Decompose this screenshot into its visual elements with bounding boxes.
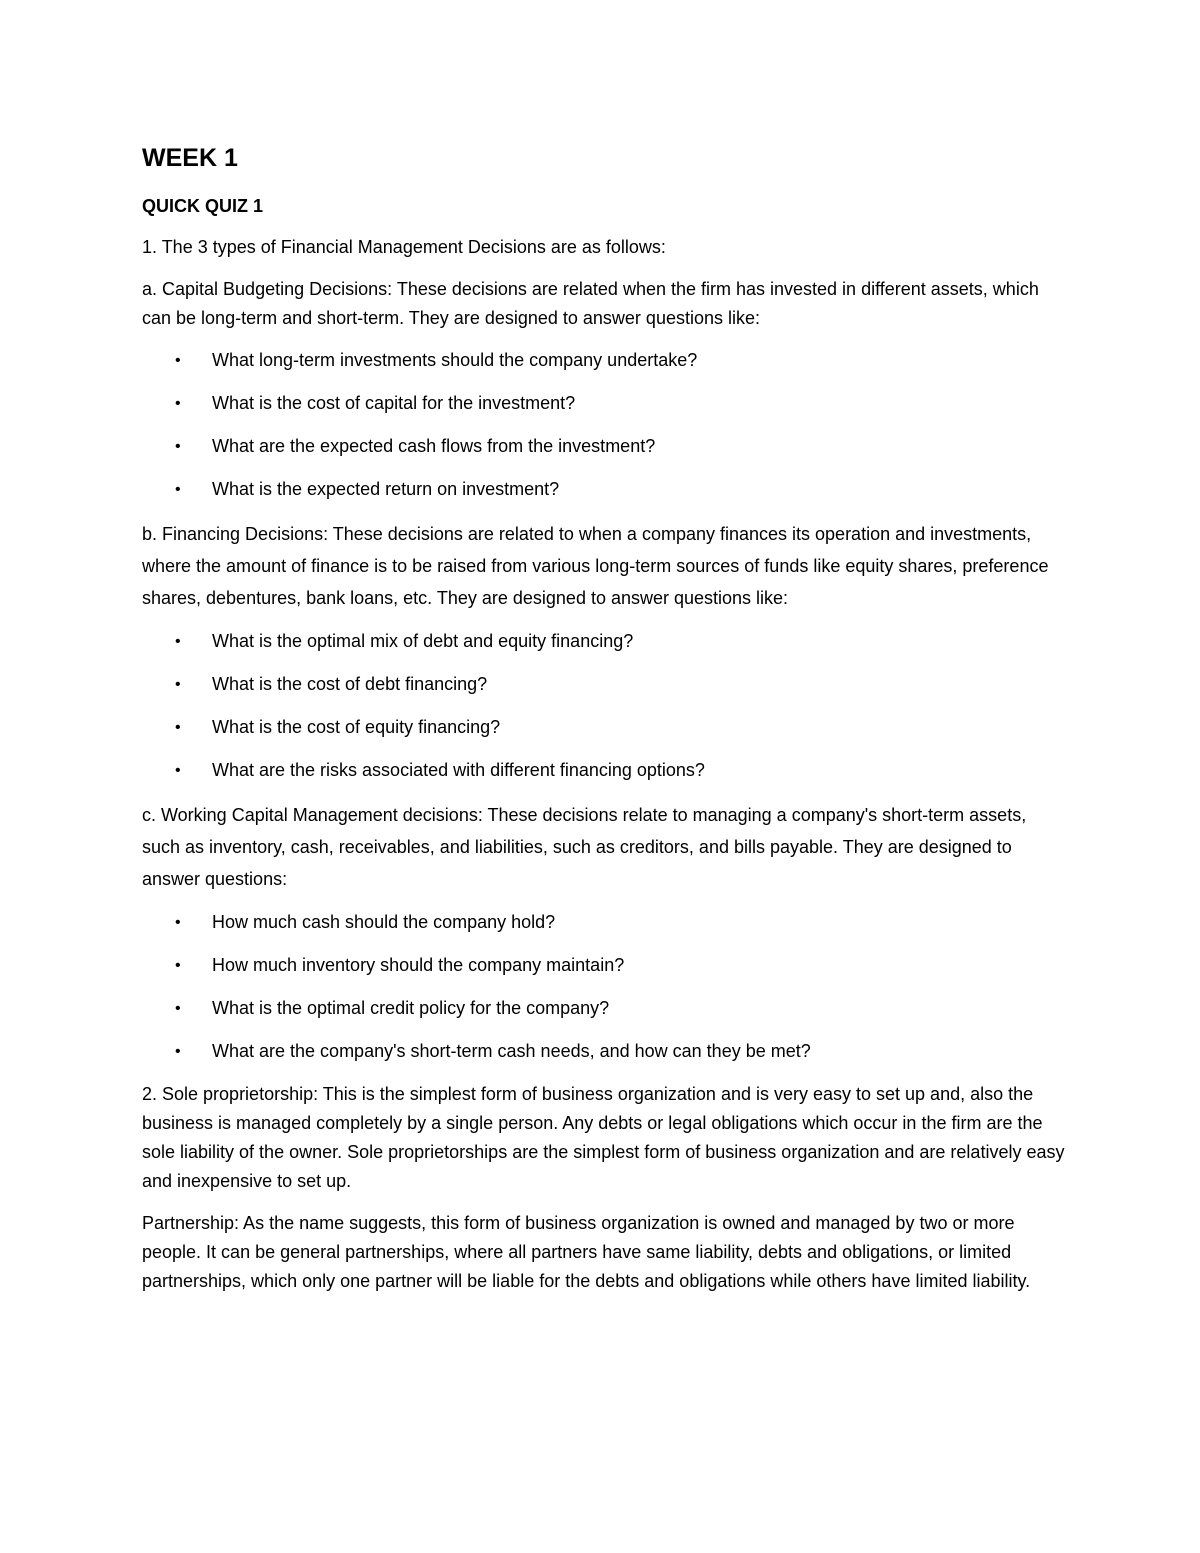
quiz-subheading: QUICK QUIZ 1 [142, 196, 264, 216]
list-item [142, 475, 1067, 504]
list-item [142, 670, 1067, 699]
bullet-icon: • [175, 395, 181, 412]
list-item-text: What is the optimal mix of debt and equity financing? [212, 631, 634, 651]
capital-budgeting-list [142, 346, 1067, 504]
list-item-text: What is the optimal credit policy for the company? [212, 998, 610, 1018]
document-page [142, 138, 1067, 1309]
list-item [142, 756, 1067, 785]
page-heading: WEEK 1 [142, 144, 238, 172]
list-item-text: What is the cost of debt financing? [212, 674, 488, 694]
financing-paragraph: b. Financing Decisions: These decisions are related to when a company finances its operation and investments, where the amount of finance is to be raised from various long-term sources of funds like equity shares, preference shares, debentures, bank loans, etc. They are designed to answer questions like: [142, 524, 1049, 608]
bullet-icon: • [175, 719, 181, 736]
question-1-intro: 1. The 3 types of Financial Management Decisions are as follows: [142, 237, 666, 257]
bullet-icon: • [175, 957, 181, 974]
list-item-text: What are the expected cash flows from the investment? [212, 436, 656, 456]
list-item-text: How much inventory should the company maintain? [212, 955, 625, 975]
bullet-icon: • [175, 438, 181, 455]
bullet-icon: • [175, 1000, 181, 1017]
working-capital-list [142, 908, 1067, 1066]
bullet-icon: • [175, 352, 181, 369]
partnership-paragraph: Partnership: As the name suggests, this form of business organization is owned and managed by two or more people. It can be general partnerships, where all partners have same liability, debts and obligations, or limited partnerships, which only one partner will be liable for the debts and obligations while others have limited liability. [142, 1213, 1031, 1291]
working-capital-paragraph: c. Working Capital Management decisions: These decisions relate to managing a company's short-term assets, such as inventory, cash, receivables, and liabilities, such as creditors, and bills payable. They are designed to answer questions: [142, 805, 1027, 889]
capital-budgeting-paragraph: a. Capital Budgeting Decisions: These decisions are related when the firm has invested in different assets, which can be long-term and short-term. They are designed to answer questions like: [142, 279, 1039, 328]
list-item [142, 951, 1067, 980]
bullet-icon: • [175, 762, 181, 779]
bullet-icon: • [175, 914, 181, 931]
list-item-text: What is the expected return on investment? [212, 479, 560, 499]
list-item [142, 627, 1067, 656]
list-item [142, 1037, 1067, 1066]
list-item [142, 346, 1067, 375]
bullet-icon: • [175, 1043, 181, 1060]
bullet-icon: • [175, 676, 181, 693]
list-item-text: What is the cost of capital for the investment? [212, 393, 576, 413]
list-item-text: How much cash should the company hold? [212, 912, 556, 932]
list-item-text: What is the cost of equity financing? [212, 717, 501, 737]
financing-list [142, 627, 1067, 785]
list-item [142, 432, 1067, 461]
list-item-text: What are the company's short-term cash needs, and how can they be met? [212, 1041, 811, 1061]
list-item [142, 994, 1067, 1023]
list-item [142, 389, 1067, 418]
bullet-icon: • [175, 633, 181, 650]
list-item [142, 908, 1067, 937]
list-item [142, 713, 1067, 742]
list-item-text: What are the risks associated with different financing options? [212, 760, 705, 780]
list-item-text: What long-term investments should the company undertake? [212, 350, 698, 370]
bullet-icon: • [175, 481, 181, 498]
sole-proprietorship-paragraph: 2. Sole proprietorship: This is the simplest form of business organization and is very easy to set up and, also the business is managed completely by a single person. Any debts or legal obligations which occur in the firm are the sole liability of the owner. Sole proprietorships are the simplest form of business organization and are relatively easy and inexpensive to set up. [142, 1084, 1065, 1191]
